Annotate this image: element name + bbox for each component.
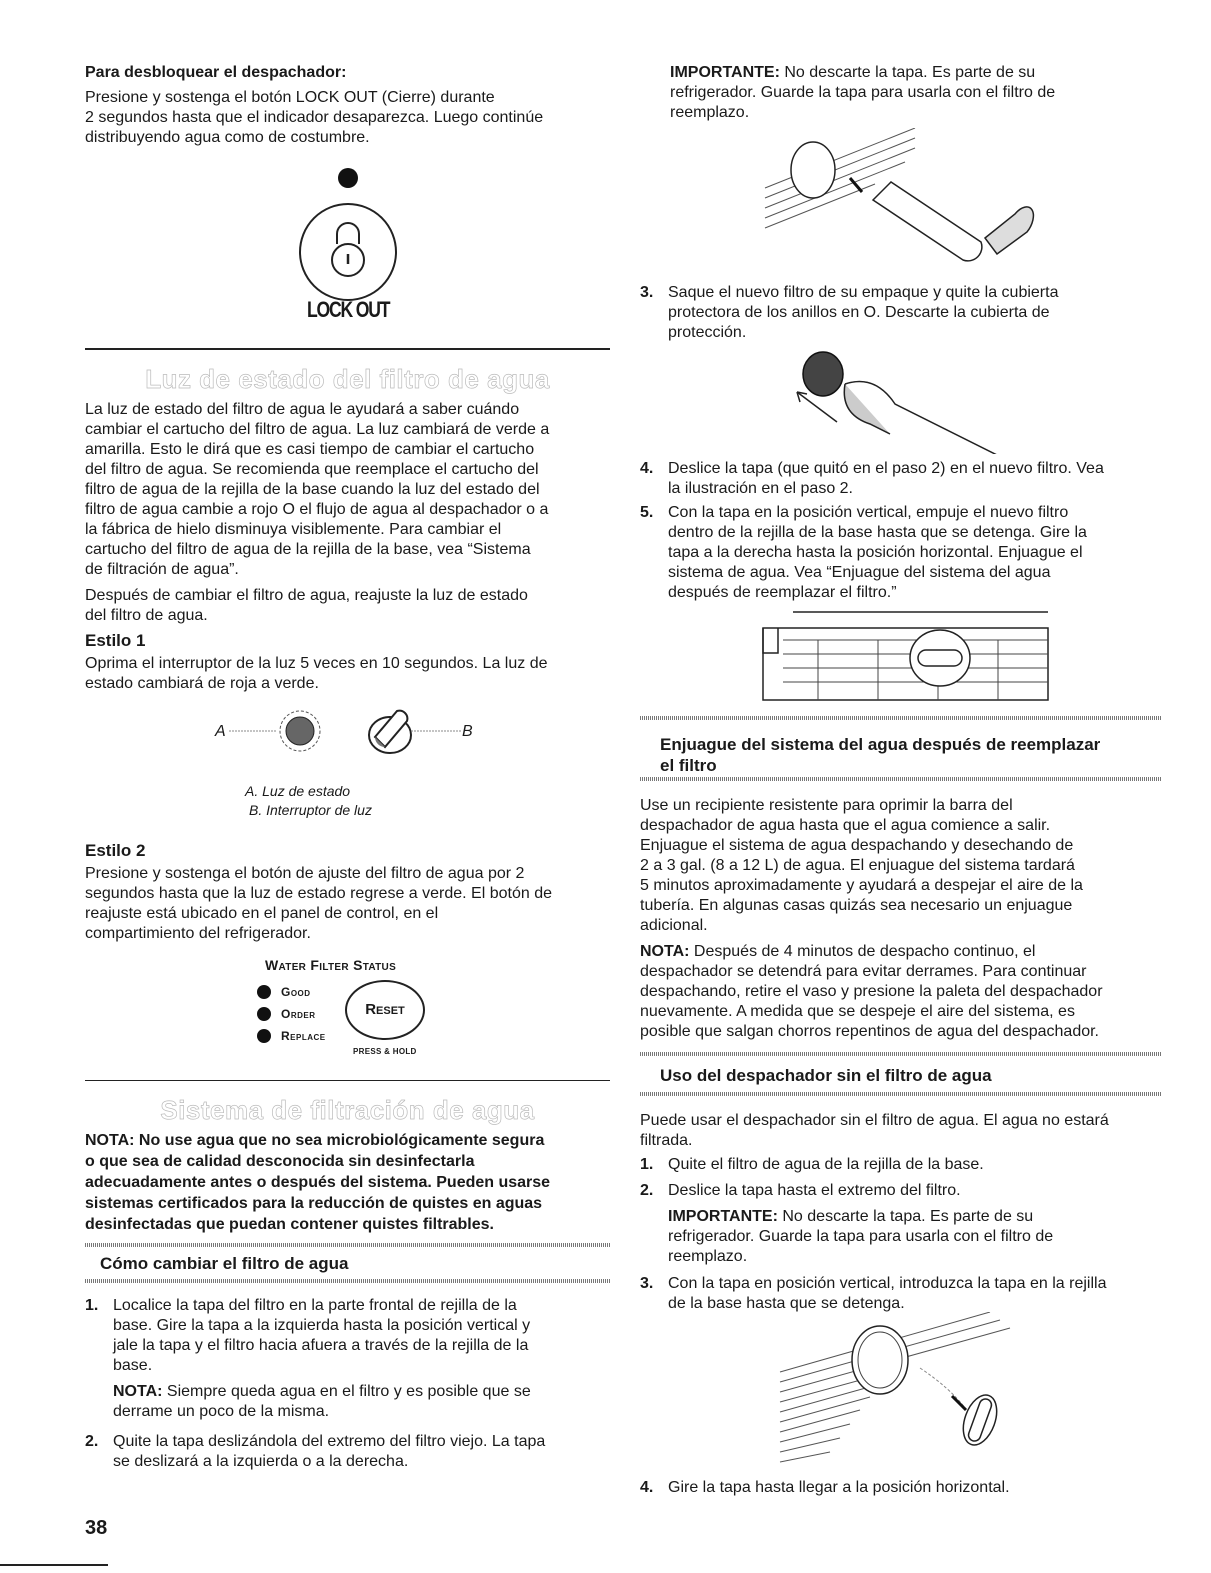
text-line: se deslizará a la izquierda o a la derecha. — [113, 1453, 409, 1470]
text-line: 2 a 3 gal. (8 a 12 L) de agua. El enjuague del sistema tardará — [640, 857, 1075, 874]
text-line: tapa a la derecha hasta la posición horizontal. Enjuague el — [668, 544, 1083, 561]
status-dot — [257, 1029, 271, 1043]
text-line: Presione y sostenga el botón LOCK OUT (Cierre) durante — [85, 89, 495, 106]
list-item — [85, 1432, 615, 1472]
list-item — [640, 1181, 1170, 1267]
dotted-rule — [640, 716, 1162, 720]
oring-cover-illustration — [785, 344, 1025, 454]
text-line: base. Gire la tapa a la izquierda hasta la posición vertical y — [113, 1317, 531, 1334]
no-filter-text — [640, 1111, 1170, 1151]
step-number: 3. — [640, 284, 654, 301]
text-line: Enjuague del sistema del agua después de reemplazar — [660, 735, 1101, 754]
status-para-2 — [85, 586, 615, 626]
light-switch-icon — [369, 711, 411, 753]
text-line: cartucho del filtro de agua de la rejilla de la base, vea “Sistema — [85, 541, 531, 558]
lockout-label: LOCK OUT — [307, 297, 390, 322]
text-line: NOTA: No use agua que no sea microbiológicamente segura — [85, 1132, 545, 1149]
text-line: cambiar el cartucho del filtro de agua. La luz cambiará de verde a — [85, 421, 550, 438]
step-number: 5. — [640, 504, 654, 521]
text-line: No descarte la tapa. Es parte de su — [784, 64, 1036, 81]
dotted-rule — [85, 1243, 610, 1247]
text-line: Gire la tapa hasta llegar a la posición horizontal. — [668, 1479, 1010, 1496]
important-note-1 — [670, 63, 1170, 123]
text-line: dentro de la rejilla de la base hasta que se detenga. Gire la — [668, 524, 1087, 541]
text-line: Quite la tapa deslizándola del extremo del filtro viejo. La tapa — [113, 1433, 546, 1450]
text-line: de filtración de agua”. — [85, 561, 239, 578]
text-line: reemplazo. — [668, 1248, 748, 1265]
text-line: La luz de estado del filtro de agua le ayudará a saber cuándo — [85, 401, 520, 418]
label-b: B — [462, 723, 473, 740]
text-line: 5 minutos aproximadamente y ayudará a despejar el aire de la — [640, 877, 1083, 894]
style2-text — [85, 864, 615, 944]
text-line: sistemas certificados para la reducción de quistes en aguas — [85, 1195, 543, 1212]
text-line: del filtro de agua. Se recomienda que reemplace el cartucho del — [85, 461, 539, 478]
label-a: A — [215, 723, 226, 740]
text-line: Después de 4 minutos de despacho continuo, el — [693, 943, 1036, 960]
filter-cap-illustration — [755, 128, 1045, 273]
text-line: Saque el nuevo filtro de su empaque y quite la cubierta — [668, 284, 1059, 301]
section-divider — [85, 1080, 610, 1081]
text-line: después de reemplazar el filtro.” — [668, 584, 897, 601]
list-item — [640, 1155, 1170, 1175]
filter-warning-note — [85, 1130, 615, 1235]
text-line: No descarte la tapa. Es parte de su — [782, 1208, 1034, 1225]
status-good-label: Good — [281, 985, 311, 999]
lock-icon — [332, 223, 364, 276]
flush-heading — [660, 734, 1165, 776]
text-line: Puede usar el despachador sin el filtro de agua. El agua no estará — [640, 1112, 1109, 1129]
text-line: filtro de agua cambie a rojo O el flujo de agua al despachador o a — [85, 501, 549, 518]
note-label: NOTA: — [640, 943, 690, 960]
text-line: refrigerador. Guarde la tapa para usarla con el filtro de — [668, 1228, 1054, 1245]
page-number: 38 — [85, 1517, 108, 1539]
step-number: 1. — [85, 1297, 99, 1314]
dotted-rule — [640, 1052, 1162, 1056]
text-line: nuevamente. A medida que se despeje el aire del sistema, es — [640, 1003, 1075, 1020]
step-number: 4. — [640, 1479, 654, 1496]
style2-heading: Estilo 2 — [85, 841, 146, 860]
text-line: Presione y sostenga el botón de ajuste del filtro de agua por 2 — [85, 865, 525, 882]
text-line: refrigerador. Guarde la tapa para usarla con el filtro de — [670, 84, 1056, 101]
text-line: Enjuague el sistema de agua despachando y desechando de — [640, 837, 1074, 854]
step-number: 4. — [640, 460, 654, 477]
text-line: desinfectadas que puedan contener quistes filtrables. — [85, 1216, 494, 1233]
filter-section-title: Sistema de filtración de agua — [160, 1095, 535, 1125]
step-number: 1. — [640, 1156, 654, 1173]
step-number: 3. — [640, 1275, 654, 1292]
indicator-dot — [338, 168, 358, 188]
caption-b: B. Interruptor de luz — [249, 802, 372, 818]
text-line: derrame un poco de la misma. — [113, 1403, 330, 1420]
text-line: amarilla. Esto le dirá que es casi tiempo de cambiar el cartucho — [85, 441, 535, 458]
list-item — [640, 283, 1170, 343]
text-line: despachando, retire el vaso y presione la paleta del despachador — [640, 983, 1103, 1000]
text-line: tubería. En algunas casas quizás sea necesario un enjuague — [640, 897, 1073, 914]
panel-title: Water Filter Status — [265, 957, 397, 973]
text-line: de la base hasta que se detenga. — [668, 1295, 905, 1312]
list-item — [85, 1296, 615, 1422]
text-line: la fábrica de hielo disminuya visiblemente. Para cambiar el — [85, 521, 502, 538]
status-replace-label: Replace — [281, 1029, 326, 1043]
unlock-heading: Para desbloquear el despachador: — [85, 64, 347, 81]
text-line: protectora de los anillos en O. Descarte la cubierta de — [668, 304, 1050, 321]
text-line: filtro de agua de la rejilla de la base cuando la luz del estado del — [85, 481, 540, 498]
step-number: 2. — [85, 1433, 99, 1450]
text-line: jale la tapa y el filtro hacia afuera a través de la rejilla de la — [113, 1337, 529, 1354]
status-light-icon — [280, 711, 320, 751]
text-line: estado cambiará de roja a verde. — [85, 675, 319, 692]
reset-label: Reset — [365, 1001, 405, 1018]
text-line: despachador se detendrá para evitar derrames. Para continuar — [640, 963, 1087, 980]
no-filter-heading: Uso del despachador sin el filtro de agua — [660, 1066, 992, 1085]
list-item — [640, 1478, 1170, 1498]
important-label: IMPORTANTE: — [668, 1208, 778, 1225]
step-number: 2. — [640, 1182, 654, 1199]
base-grille-illustration — [758, 610, 1053, 705]
text-line: segundos hasta que la luz de estado regrese a verde. El botón de — [85, 885, 552, 902]
important-label: IMPORTANTE: — [670, 64, 780, 81]
list-item — [640, 503, 1170, 603]
flush-note — [640, 942, 1170, 1042]
status-section-title: Luz de estado del filtro de agua — [145, 364, 550, 394]
note-label: NOTA: — [113, 1383, 163, 1400]
change-filter-heading: Cómo cambiar el filtro de agua — [100, 1254, 349, 1273]
text-line: distribuyendo agua como de costumbre. — [85, 129, 370, 146]
lockout-button-circle — [300, 204, 396, 300]
footer-rule — [0, 1564, 108, 1566]
dotted-rule — [85, 1279, 610, 1283]
section-divider — [85, 348, 610, 350]
style1-illustration — [225, 705, 465, 765]
text-line: protección. — [668, 324, 747, 341]
text-line: adicional. — [640, 917, 708, 934]
cap-insert-illustration — [770, 1312, 1030, 1467]
text-line: sistema de agua. Vea “Enjuague del sistema del agua — [668, 564, 1051, 581]
list-item — [640, 1274, 1170, 1314]
text-line: compartimiento del refrigerador. — [85, 925, 311, 942]
status-dot — [257, 985, 271, 999]
text-line: del filtro de agua. — [85, 607, 208, 624]
press-hold-label: PRESS & HOLD — [353, 1047, 417, 1056]
text-line: Con la tapa en posición vertical, introduzca la tapa en la rejilla — [668, 1275, 1107, 1292]
text-line: o que sea de calidad desconocida sin desinfectarla — [85, 1153, 475, 1170]
dotted-rule — [640, 1092, 1162, 1096]
status-para-1 — [85, 400, 615, 580]
text-line: Oprima el interruptor de la luz 5 veces en 10 segundos. La luz de — [85, 655, 548, 672]
text-line: reemplazo. — [670, 104, 750, 121]
text-line: despachador de agua hasta que el agua comience a salir. — [640, 817, 1051, 834]
text-line: reajuste está ubicado en el panel de control, en el — [85, 905, 439, 922]
style1-text — [85, 654, 615, 694]
reset-button[interactable] — [345, 980, 425, 1040]
text-line: Siempre queda agua en el filtro y es posible que se — [166, 1383, 531, 1400]
list-item — [640, 459, 1170, 499]
text-line: filtrada. — [640, 1132, 693, 1149]
status-dot — [257, 1007, 271, 1021]
text-line: Quite el filtro de agua de la rejilla de la base. — [668, 1156, 984, 1173]
text-line: la ilustración en el paso 2. — [668, 480, 853, 497]
text-line: Después de cambiar el filtro de agua, reajuste la luz de estado — [85, 587, 528, 604]
text-line: Use un recipiente resistente para oprimir la barra del — [640, 797, 1013, 814]
caption-a: A. Luz de estado — [245, 783, 351, 799]
text-line: adecuadamente antes o después del sistema. Pueden usarse — [85, 1174, 551, 1191]
text-line: el filtro — [660, 756, 717, 775]
dotted-rule — [640, 777, 1162, 781]
text-line: posible que salgan chorros repentinos de agua del despachador. — [640, 1023, 1099, 1040]
text-line: 2 segundos hasta que el indicador desaparezca. Luego continúe — [85, 109, 544, 126]
text-line: Deslice la tapa hasta el extremo del filtro. — [668, 1182, 961, 1199]
text-line: Deslice la tapa (que quitó en el paso 2) en el nuevo filtro. Vea — [668, 460, 1104, 477]
unlock-instructions — [85, 88, 615, 148]
style1-heading: Estilo 1 — [85, 631, 146, 650]
text-line: Con la tapa en la posición vertical, empuje el nuevo filtro — [668, 504, 1069, 521]
text-line: Localice la tapa del filtro en la parte frontal de rejilla de la — [113, 1297, 517, 1314]
status-order-label: Order — [281, 1007, 316, 1021]
flush-text — [640, 796, 1170, 936]
text-line: base. — [113, 1357, 153, 1374]
